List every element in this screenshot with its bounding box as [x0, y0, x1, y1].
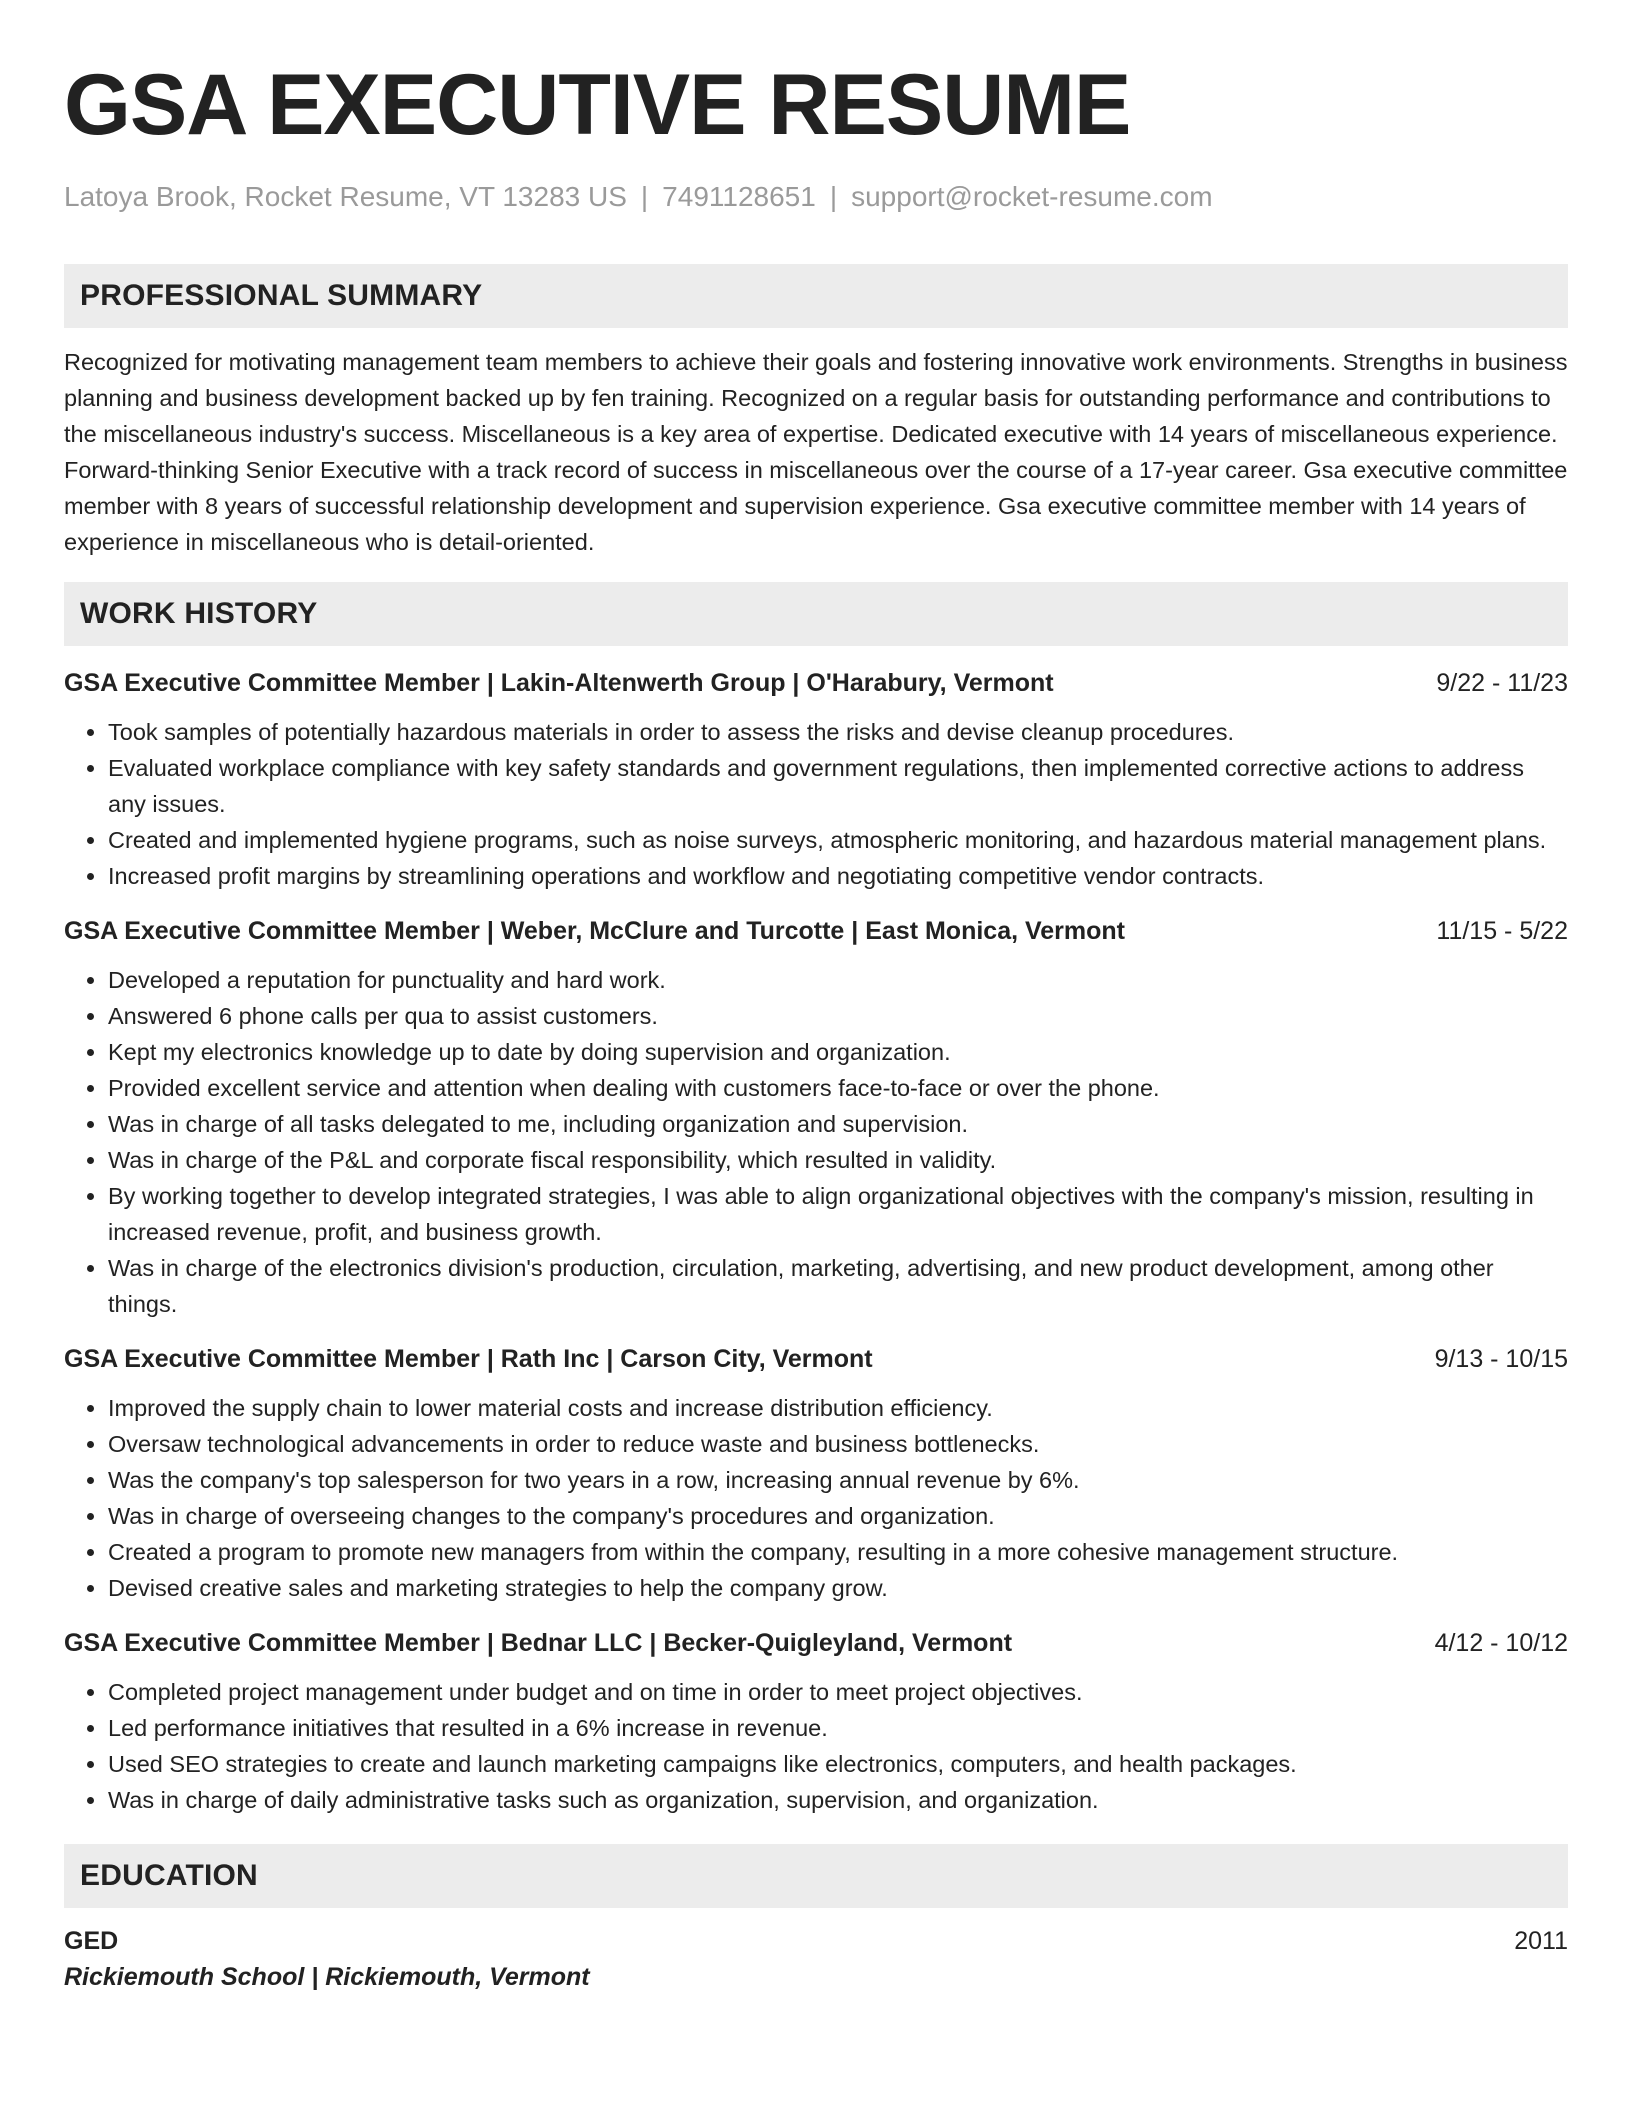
job-header: [64, 1342, 1568, 1376]
job-bullet: • Improved the supply chain to lower material costs and increase distribution efficiency.: [108, 1390, 1568, 1426]
contact-phone: 7491128651: [662, 181, 816, 212]
job-bullet: • Provided excellent service and attention when dealing with customers face-to-face or over the phone.: [108, 1070, 1568, 1106]
education-entry: [64, 1924, 1568, 1958]
job-entry-3: [64, 1342, 1568, 1606]
summary-text: Recognized for motivating management team members to achieve their goals and fostering innovative work environments. Strengths in business planning and business development backed up by fen training. Recognized on a regular basis for outstanding performance and contributions to the miscellaneous industry's success. Miscellaneous is a key area of expertise. Dedicated executive with 14 years of miscellaneous experience. Forward-thinking Senior Executive with a track record of success in miscellaneous over the course of a 17-year career. Gsa executive committee member with 8 years of successful relationship development and supervision experience. Gsa executive committee member with 14 years of experience in miscellaneous who is detail-oriented.: [64, 348, 1568, 555]
job-bullet: • Completed project management under budget and on time in order to meet project objectives.: [108, 1674, 1568, 1710]
job-title: GSA Executive Committee Member | Bednar LLC | Becker-Quigleyland, Vermont: [64, 1628, 1013, 1657]
job-bullet: • Created and implemented hygiene programs, such as noise surveys, atmospheric monitoring, and hazardous material management plans.: [108, 822, 1568, 858]
contact-separator: |: [640, 181, 649, 212]
job-bullet: • Oversaw technological advancements in order to reduce waste and business bottlenecks.: [108, 1426, 1568, 1462]
job-dates: 9/13 - 10/15: [1434, 1344, 1568, 1373]
job-header: [64, 914, 1568, 948]
job-bullet: • Was in charge of the P&L and corporate fiscal responsibility, which resulted in validity.: [108, 1142, 1568, 1178]
contact-address: Latoya Brook, Rocket Resume, VT 13283 US: [64, 181, 627, 212]
job-bullet: • Was the company's top salesperson for two years in a row, increasing annual revenue by 6%.: [108, 1462, 1568, 1498]
contact-email[interactable]: support@rocket-resume.com: [851, 181, 1213, 212]
job-title: GSA Executive Committee Member | Weber, McClure and Turcotte | East Monica, Vermont: [64, 916, 1126, 945]
job-header: [64, 666, 1568, 700]
job-title: GSA Executive Committee Member | Rath Inc | Carson City, Vermont: [64, 1344, 873, 1373]
job-bullet: • Used SEO strategies to create and launch marketing campaigns like electronics, computers, and health packages.: [108, 1746, 1568, 1782]
job-entry-4: [64, 1626, 1568, 1818]
job-title: GSA Executive Committee Member | Lakin-Altenwerth Group | O'Harabury, Vermont: [64, 668, 1054, 697]
job-header: [64, 1626, 1568, 1660]
job-entry-2: [64, 914, 1568, 1322]
job-bullet: • Was in charge of daily administrative tasks such as organization, supervision, and organization.: [108, 1782, 1568, 1818]
job-entry-1: [64, 666, 1568, 894]
job-bullet: • Evaluated workplace compliance with key safety standards and government regulations, then implemented corrective actions to address any issues.: [108, 750, 1568, 822]
job-bullet: • Answered 6 phone calls per qua to assist customers.: [108, 998, 1568, 1034]
job-bullet: • By working together to develop integrated strategies, I was able to align organizational objectives with the company's mission, resulting in increased revenue, profit, and business growth.: [108, 1178, 1568, 1250]
job-dates: 4/12 - 10/12: [1434, 1628, 1568, 1657]
job-bullet: • Developed a reputation for punctuality and hard work.: [108, 962, 1568, 998]
job-bullet: • Created a program to promote new managers from within the company, resulting in a more cohesive management structure.: [108, 1534, 1568, 1570]
summary-section-header: PROFESSIONAL SUMMARY: [64, 264, 1568, 328]
job-bullet: • Led performance initiatives that resulted in a 6% increase in revenue.: [108, 1710, 1568, 1746]
job-bullet: • Was in charge of overseeing changes to the company's procedures and organization.: [108, 1498, 1568, 1534]
job-bullet: • Devised creative sales and marketing strategies to help the company grow.: [108, 1570, 1568, 1606]
education-school: Rickiemouth School | Rickiemouth, Vermont: [64, 1962, 590, 1991]
job-bullet-list: [64, 714, 1568, 894]
education-degree: GED: [64, 1926, 119, 1955]
job-bullet: • Was in charge of all tasks delegated to me, including organization and supervision.: [108, 1106, 1568, 1142]
resume-title: GSA EXECUTIVE RESUME: [64, 57, 1131, 153]
job-bullet: • Increased profit margins by streamlining operations and workflow and negotiating competitive vendor contracts.: [108, 858, 1568, 894]
job-bullet-list: [64, 1390, 1568, 1606]
job-dates: 9/22 - 11/23: [1436, 668, 1568, 697]
contact-separator: |: [829, 181, 838, 212]
contact-line: [64, 180, 1568, 214]
education-section-header: EDUCATION: [64, 1844, 1568, 1908]
job-bullet: • Kept my electronics knowledge up to date by doing supervision and organization.: [108, 1034, 1568, 1070]
education-year: 2011: [1514, 1926, 1568, 1955]
job-dates: 11/15 - 5/22: [1436, 916, 1568, 945]
job-bullet: • Was in charge of the electronics division's production, circulation, marketing, advertising, and new product development, among other things.: [108, 1250, 1568, 1322]
job-bullet: • Took samples of potentially hazardous materials in order to assess the risks and devise cleanup procedures.: [108, 714, 1568, 750]
job-bullet-list: [64, 1674, 1568, 1818]
work-history-section-header: WORK HISTORY: [64, 582, 1568, 646]
job-bullet-list: [64, 962, 1568, 1322]
